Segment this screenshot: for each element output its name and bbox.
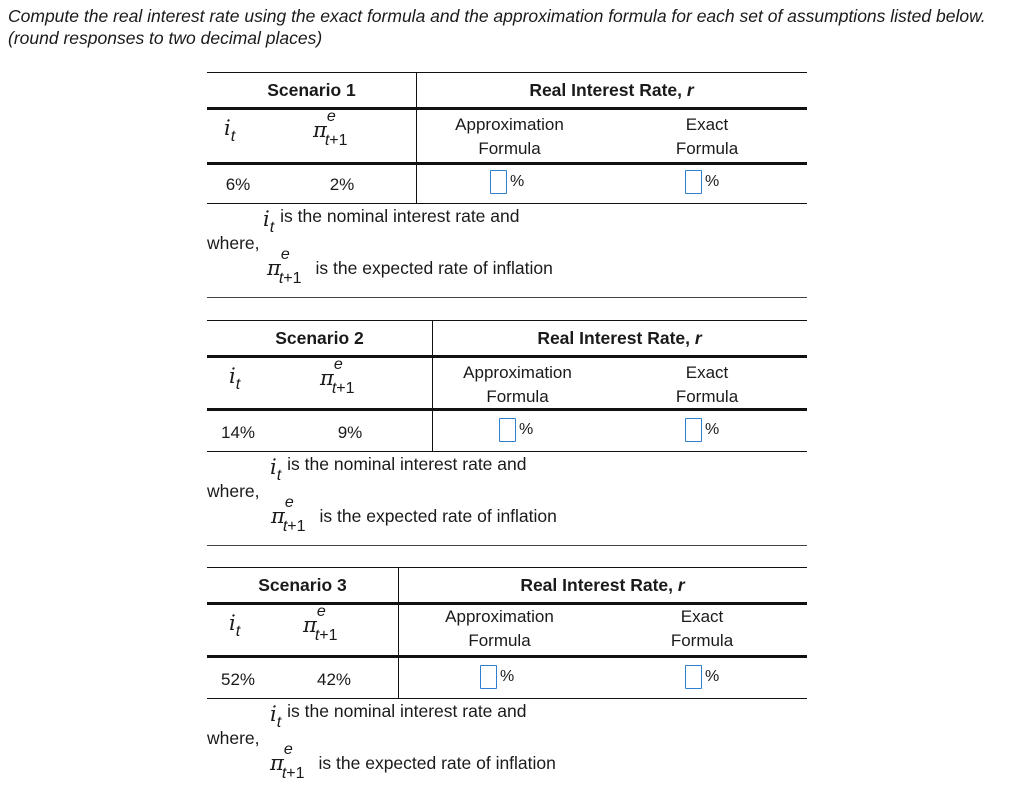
approx-header: Approximation Formula bbox=[445, 607, 554, 650]
scenario-2-title: Scenario 2 bbox=[275, 328, 364, 348]
scenario-1-inflation-value: 2% bbox=[329, 175, 355, 194]
approx-header: Approximation Formula bbox=[463, 363, 572, 406]
inflation-symbol: π e $_{t+1}$ bbox=[320, 356, 355, 397]
scenario-3-notes: $i_t$ is the nominal interest rate and where, π e $_{t+1}$ is the expected rate of inflation bbox=[207, 701, 556, 782]
scenario-1-nominal-value: 6% bbox=[225, 175, 251, 194]
scenario-3-inflation-value: 42% bbox=[316, 670, 352, 689]
scenario-3-exact-answer: % bbox=[685, 665, 719, 689]
exact-header: Exact Formula bbox=[675, 363, 739, 406]
scenario-1-title: Scenario 1 bbox=[267, 80, 356, 100]
scenario-2-exact-input[interactable] bbox=[685, 418, 702, 442]
nominal-rate-symbol: $i_t$ bbox=[229, 364, 241, 393]
scenario-2-approx-input[interactable] bbox=[499, 418, 516, 442]
scenario-2-nominal-value: 14% bbox=[220, 423, 256, 442]
scenario-3-title: Scenario 3 bbox=[258, 575, 347, 595]
inflation-symbol: π e $_{t+1}$ bbox=[303, 603, 338, 644]
scenario-1-notes: $i_t$ is the nominal interest rate and where, π e $_{t+1}$ is the expected rate of inflation bbox=[207, 204, 807, 298]
rate-header: Real Interest Rate, r bbox=[529, 80, 694, 100]
nominal-rate-symbol: $i_t$ bbox=[229, 611, 241, 640]
scenario-2-notes: $i_t$ is the nominal interest rate and where, π e $_{t+1}$ is the expected rate of inflation bbox=[207, 452, 807, 546]
exact-header: Exact Formula bbox=[675, 115, 739, 158]
scenario-1-exact-input[interactable] bbox=[685, 170, 702, 194]
scenario-2-approx-answer: % bbox=[499, 418, 533, 442]
scenario-3-approx-input[interactable] bbox=[480, 665, 497, 689]
scenario-1-approx-input[interactable] bbox=[490, 170, 507, 194]
instructions: Compute the real interest rate using the exact formula and the approximation formula for each set of assumptions listed below. (round responses to two decimal places) bbox=[8, 6, 986, 48]
scenario-1-exact-answer: % bbox=[685, 170, 719, 194]
scenario-3-approx-answer: % bbox=[480, 665, 514, 689]
scenario-3-exact-input[interactable] bbox=[685, 665, 702, 689]
scenario-3-nominal-value: 52% bbox=[220, 670, 256, 689]
nominal-rate-symbol: $i_t$ bbox=[224, 116, 236, 145]
rate-header: Real Interest Rate, r bbox=[537, 328, 702, 348]
rate-header: Real Interest Rate, r bbox=[520, 575, 685, 595]
scenario-1-approx-answer: % bbox=[490, 170, 524, 194]
inflation-symbol: π e $_{t+1}$ bbox=[313, 108, 348, 149]
approx-header: Approximation Formula bbox=[455, 115, 564, 158]
exact-header: Exact Formula bbox=[670, 607, 734, 650]
scenario-2-exact-answer: % bbox=[685, 418, 719, 442]
scenario-2-inflation-value: 9% bbox=[337, 423, 363, 442]
